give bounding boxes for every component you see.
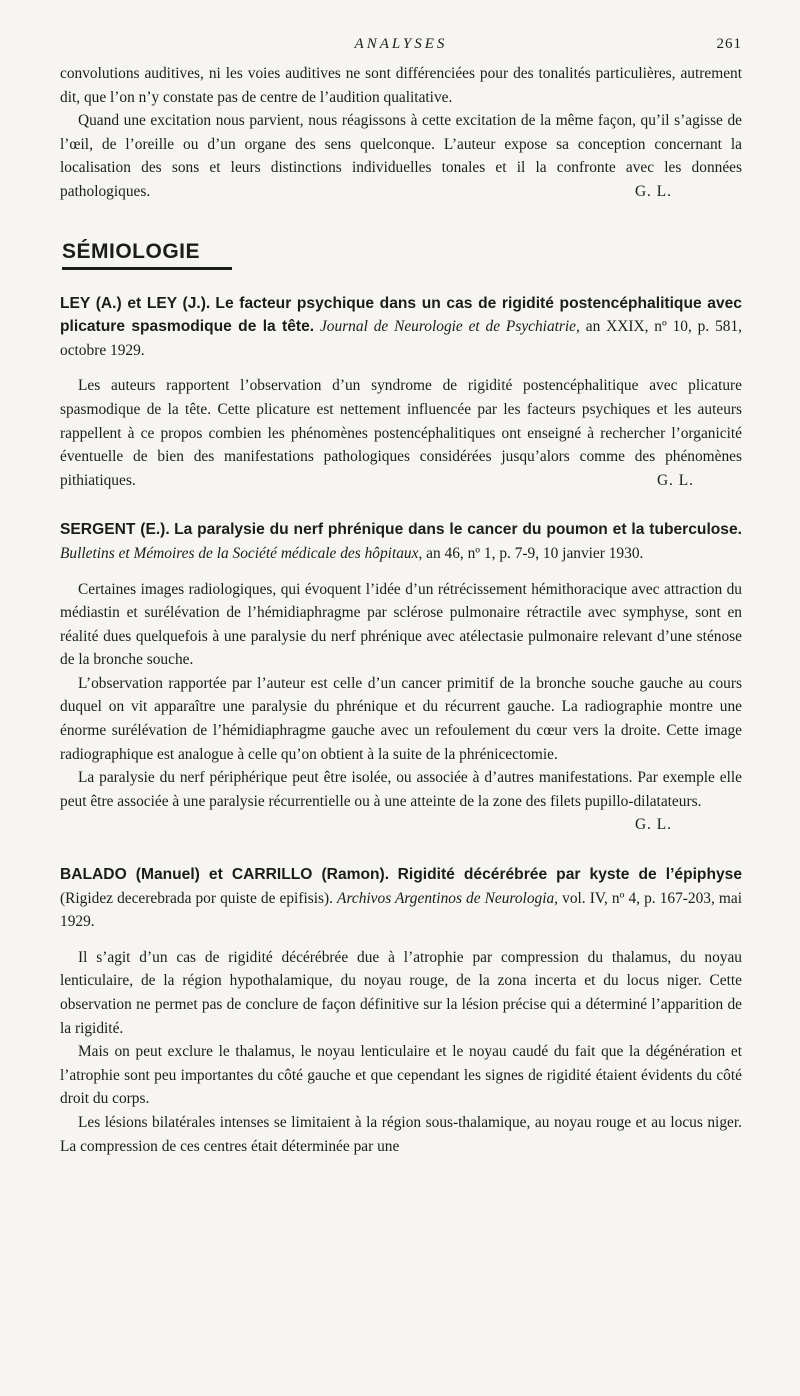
review-paragraph: convolutions auditives, ni les voies auditives ne sont différenciées pour des tonalités particulières, autrement dit, que l’on n’y constate pas de centre de l’audition qualitative. — [60, 65, 742, 106]
reference — [60, 863, 742, 934]
abstract-paragraph: Il s’agit d’un cas de rigidité décérébrée due à l’atrophie par compression du thalamus, du noyau lenticulaire, de la région hypothalamique, du noyau rouge, de la zona incerta et du locus niger. Cette observation ne permet pas de conclure de façon définitive sur la lésion précise qui a déterminé l’apparition de la rigidité. — [60, 948, 742, 1037]
bibliography-entry — [60, 863, 742, 1158]
entry-authors: LEY (A.) et LEY (J.). — [60, 294, 211, 312]
entry-source: Bulletins et Mémoires de la Société médicale des hôpitaux, — [60, 544, 423, 562]
entry-title: La paralysie du nerf phrénique dans le cancer du poumon et la tuberculose. — [174, 521, 742, 539]
entry-source-prefix: (Rigidez decerebrada por quiste de epifisis). — [60, 889, 333, 907]
bibliography-entry — [60, 518, 742, 837]
abstract-paragraph — [60, 766, 742, 834]
reviewer-signature: G. L. — [634, 816, 672, 834]
section-heading: SÉMIOLOGIE — [62, 240, 232, 270]
abstract-paragraph — [60, 374, 742, 492]
running-title: ANALYSES — [354, 36, 448, 52]
entry-source: Archivos Argentinos de Neurologia, — [337, 889, 559, 907]
page-number: 261 — [716, 36, 742, 52]
abstract-paragraph: Mais on peut exclure le thalamus, le noyau lenticulaire et le noyau caudé du fait que la dégénération et l’atrophie sont peu importantes du côté gauche et que cependant les signes de rigidité étaient évidents du côté droit du corps. — [60, 1043, 742, 1108]
entry-details: an XXIX, nº 10, p. 581, octobre 1929. — [60, 318, 742, 359]
entry-authors: BALADO (Manuel) et CARRILLO (Ramon). — [60, 866, 390, 884]
reference — [60, 518, 742, 565]
reference — [60, 292, 742, 363]
continued-review — [60, 62, 742, 204]
entry-title: Rigidité décérébrée par kyste de l’épiphyse — [397, 866, 742, 884]
paragraph-text: Quand une excitation nous parvient, nous réagissons à cette excitation de la même façon, qu’il s’agisse de l’œil, de l’oreille ou d’un organe des sens quelconque. L’auteur expose sa conception concernant la localisation des sons et leurs distinctions individuelles tonales et il la confronte avec les données pathologiques. — [60, 112, 742, 200]
abstract-paragraph: Certaines images radiologiques, qui évoquent l’idée d’un rétrécissement hémithoracique avec attraction du médiastin et surélévation de l’hémidiaphragme par sclérose pulmonaire rétractile avec symphyse, sont en réalité dues quelquefois à une paralysie du nerf phrénique avec atélectasie pulmonaire relevant d’une sténose de la bronche souche. — [60, 580, 742, 669]
entry-source: Journal de Neurologie et de Psychiatrie, — [319, 318, 580, 336]
bibliography-entry — [60, 292, 742, 493]
entry-details: vol. IV, nº 4, p. 167-203, mai 1929. — [60, 889, 743, 931]
paragraph-text: Les auteurs rapportent l’observation d’un syndrome de rigidité postencéphalitique avec plicature spasmodique de la tête. Cette plicature est nettement influencée par les facteurs psychiques et les auteurs rappellent à ce propos combien les phénomènes postencéphalitiques ont enseigné à rechercher l’organicité éventuelle de bien des manifestations pathologiques considérées jusqu’alors comme des phénomènes pithiatiques. — [60, 377, 742, 489]
entry-details: an 46, nº 1, p. 7-9, 10 janvier 1930. — [426, 544, 644, 562]
paragraph-text: La paralysie du nerf périphérique peut être isolée, ou associée à d’autres manifestations. Par exemple elle peut être associée à une paralysie récurrentielle ou à une atteinte de la zone des filets pupillo-dilatateurs. — [60, 769, 742, 810]
abstract-paragraph: Les lésions bilatérales intenses se limitaient à la région sous-thalamique, au noyau rouge et au locus niger. La compression de ces centres était déterminée par une — [60, 1113, 742, 1155]
journal-page — [60, 36, 742, 1158]
entry-title: Le facteur psychique dans un cas de rigidité postencéphalitique avec plicature spasmodique de la tête. — [60, 294, 742, 336]
review-paragraph — [60, 109, 742, 203]
abstract-paragraph: L’observation rapportée par l’auteur est celle d’un cancer primitif de la bronche souche gauche au cours duquel on vit apparaître une paralysie du phrénique et du récurrent gauche. La radiographie montre une énorme surélévation de l’hémidiaphragme gauche avec un refoulement du cœur vers la droite. Cette image radiographique est analogue à celle qu’on obtient à la suite de la phrénicectomie. — [60, 674, 742, 763]
reviewer-signature: G. L. — [634, 182, 672, 200]
running-head — [60, 36, 742, 62]
entry-authors: SERGENT (E.). — [60, 521, 170, 539]
reviewer-signature: G. L. — [656, 471, 694, 489]
